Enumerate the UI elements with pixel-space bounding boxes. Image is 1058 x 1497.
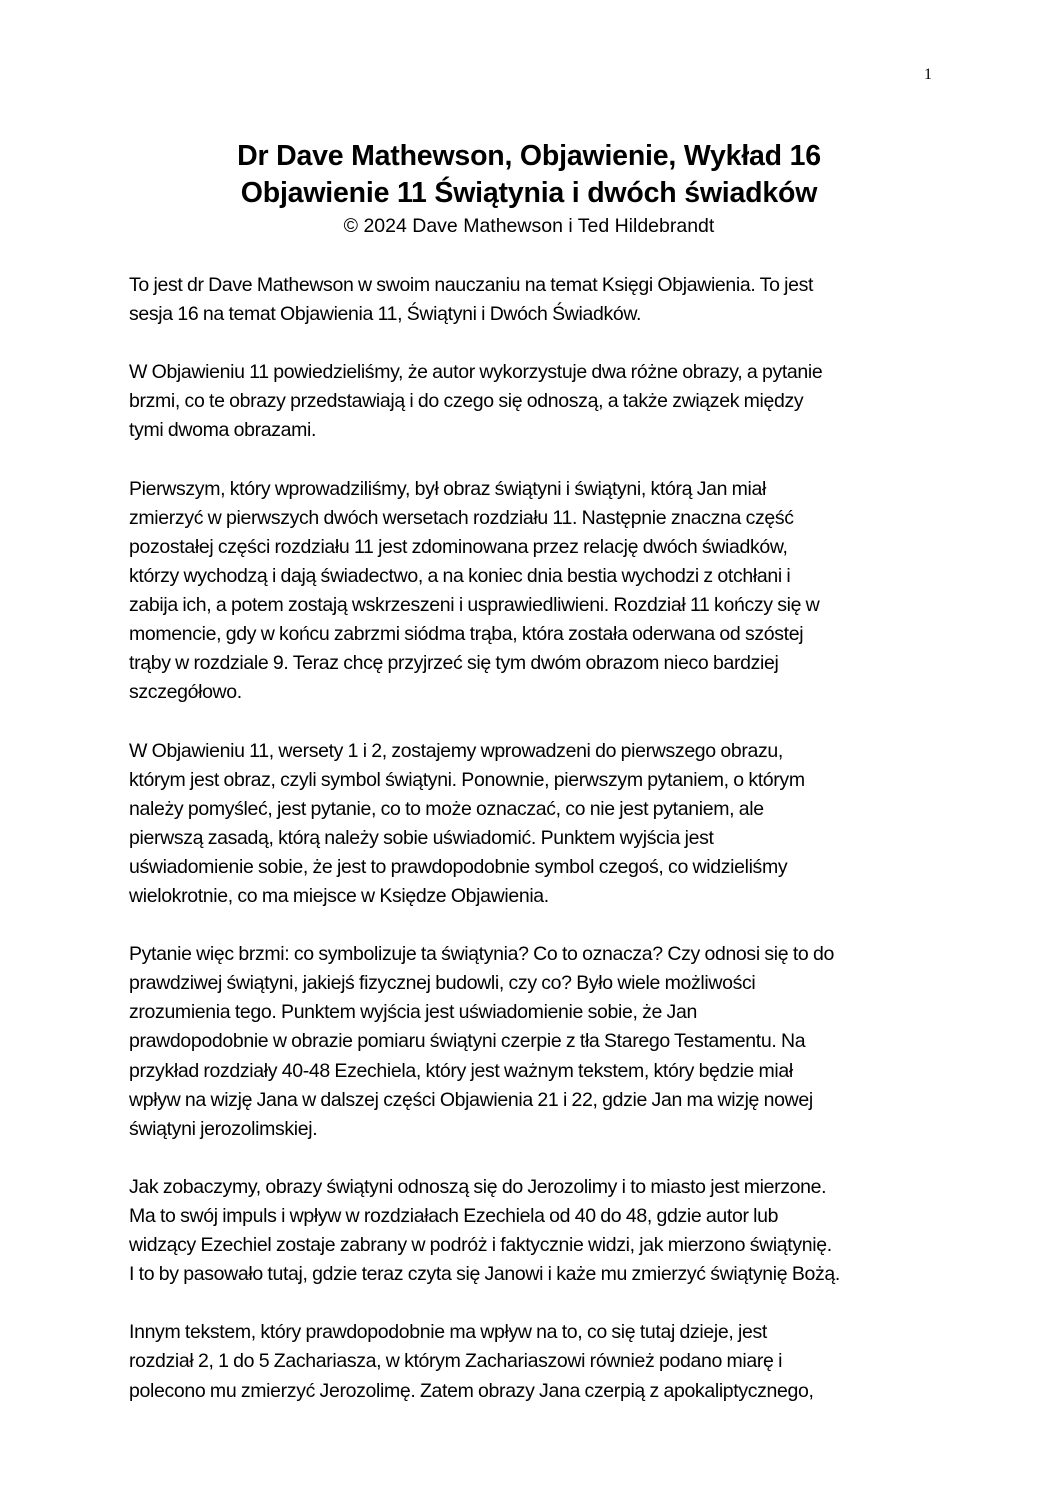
document-body <box>129 271 929 1435</box>
paragraph <box>129 1318 929 1405</box>
text-line: Pierwszym, który wprowadziliśmy, był obraz świątyni i świątyni, którą Jan miał <box>129 477 767 500</box>
text-line: uświadomienie sobie, że jest to prawdopodobnie symbol czegoś, co widzieliśmy <box>129 855 788 878</box>
text-line: sesja 16 na temat Objawienia 11, Świątyni i Dwóch Świadków. <box>129 303 642 326</box>
text-line: W Objawieniu 11, wersety 1 i 2, zostajemy wprowadzeni do pierwszego obrazu, <box>129 739 783 762</box>
text-line: trąby w rozdziale 9. Teraz chcę przyjrzeć się tym dwóm obrazom nieco bardziej <box>129 652 779 675</box>
paragraph <box>129 475 929 708</box>
text-line: prawdziwej świątyni, jakiejś fizycznej budowli, czy co? Było wiele możliwości <box>129 972 756 995</box>
text-line: należy pomyśleć, jest pytanie, co to może oznaczać, co nie jest pytaniem, ale <box>129 797 764 820</box>
document-title-line-1: Dr Dave Mathewson, Objawienie, Wykład 16 <box>237 140 821 172</box>
text-line: To jest dr Dave Mathewson w swoim nauczaniu na temat Księgi Objawienia. To jest <box>129 274 814 296</box>
page-number: 1 <box>924 66 932 83</box>
text-line: Jak zobaczymy, obrazy świątyni odnoszą się do Jerozolimy i to miasto jest mierzone. <box>129 1175 827 1198</box>
paragraph <box>129 737 929 912</box>
text-line: zmierzyć w pierwszych dwóch wersetach rozdziału 11. Następnie znaczna część <box>129 506 794 529</box>
paragraph <box>129 940 929 1144</box>
text-line: tymi dwoma obrazami. <box>129 419 317 442</box>
paragraph <box>129 358 929 445</box>
copyright-notice: © 2024 Dave Mathewson i Ted Hildebrandt <box>343 215 715 237</box>
paragraph <box>129 1173 929 1289</box>
text-line: I to by pasowało tutaj, gdzie teraz czyta się Janowi i każe mu zmierzyć świątynię Bożą. <box>129 1263 840 1286</box>
text-line: momencie, gdy w końcu zabrzmi siódma trąba, która została oderwana od szóstej <box>129 623 804 646</box>
text-line: zabija ich, a potem zostają wskrzeszeni i usprawiedliwieni. Rozdział 11 kończy się w <box>129 594 820 617</box>
text-line: wielokrotnie, co ma miejsce w Księdze Objawienia. <box>129 884 549 907</box>
document-header <box>110 138 948 239</box>
text-line: szczegółowo. <box>129 681 242 704</box>
text-line: przykład rozdziały 40-48 Ezechiela, który jest ważnym tekstem, który będzie miał <box>129 1059 793 1082</box>
text-line: Pytanie więc brzmi: co symbolizuje ta świątynia? Co to oznacza? Czy odnosi się to do <box>129 943 834 966</box>
text-line: zrozumienia tego. Punktem wyjścia jest uświadomienie sobie, że Jan <box>129 1001 697 1024</box>
text-line: wpływ na wizję Jana w dalszej części Objawienia 21 i 22, gdzie Jan ma wizję nowej <box>129 1088 813 1111</box>
text-line: Innym tekstem, który prawdopodobnie ma wpływ na to, co się tutaj dzieje, jest <box>129 1321 767 1344</box>
text-line: polecono mu zmierzyć Jerozolimę. Zatem obrazy Jana czerpią z apokaliptycznego, <box>129 1379 814 1402</box>
text-line: rozdział 2, 1 do 5 Zachariasza, w którym Zachariaszowi również podano miarę i <box>129 1350 783 1373</box>
text-line: Ma to swój impuls i wpływ w rozdziałach Ezechiela od 40 do 48, gdzie autor lub <box>129 1205 779 1227</box>
text-line: widzący Ezechiel zostaje zabrany w podróż i faktycznie widzi, jak mierzono świątynię. <box>129 1234 832 1257</box>
text-line: świątyni jerozolimskiej. <box>129 1117 318 1140</box>
text-line: pierwszą zasadą, którą należy sobie uświadomić. Punktem wyjścia jest <box>129 826 714 849</box>
text-line: którzy wychodzą i dają świadectwo, a na koniec dnia bestia wychodzi z otchłani i <box>129 564 791 587</box>
text-line: którym jest obraz, czyli symbol świątyni. Ponownie, pierwszym pytaniem, o którym <box>129 768 805 791</box>
text-line: prawdopodobnie w obrazie pomiaru świątyni czerpie z tła Starego Testamentu. Na <box>129 1030 806 1053</box>
text-line: pozostałej części rozdziału 11 jest zdominowana przez relację dwóch świadków, <box>129 535 788 558</box>
document-title-line-2: Objawienie 11 Świątynia i dwóch świadków <box>240 177 818 209</box>
paragraph <box>129 271 929 329</box>
text-line: brzmi, co te obrazy przedstawiają i do czego się odnoszą, a także związek między <box>129 390 804 413</box>
text-line: W Objawieniu 11 powiedzieliśmy, że autor wykorzystuje dwa różne obrazy, a pytanie <box>129 361 823 384</box>
